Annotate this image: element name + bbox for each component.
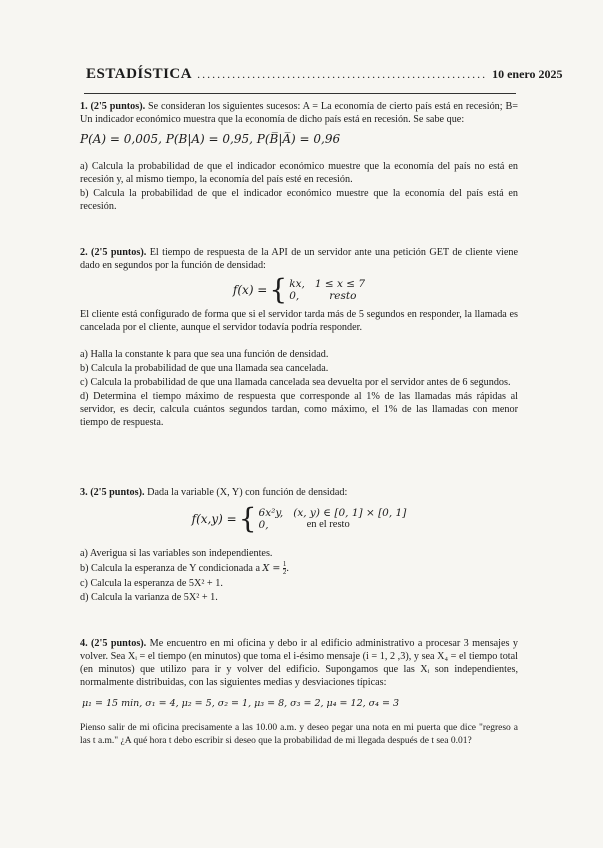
q3-part-d: d) Calcula la varianza de 5X² + 1. bbox=[80, 592, 218, 603]
q2-part-c: c) Calcula la probabilidad de que una llamada cancelada sea devuelta por el servidor antes de 6 segundos. bbox=[80, 377, 511, 388]
exam-title: ESTADÍSTICA bbox=[86, 66, 193, 82]
question-2 bbox=[80, 246, 518, 430]
q3-part-c: c) Calcula la esperanza de 5X² + 1. bbox=[80, 578, 223, 589]
q3-part-b: b) Calcula la esperanza de Y condicionada a X = $\frac{1}{2}$ . bbox=[80, 560, 289, 576]
question-3 bbox=[80, 486, 518, 605]
q1-text: Se consideran los siguientes sucesos: A = La economía de cierto país está en recesión; B= Un indicador económico muestra que la economía de dicho país está en recesión. Se sabe que: bbox=[80, 101, 518, 125]
q3-brace: { bbox=[238, 502, 257, 535]
q3-label: 3. (2'5 puntos). bbox=[80, 487, 145, 498]
q3-text: Dada la variable (X, Y) con función de densidad: bbox=[147, 487, 348, 498]
q4-label: 4. (2'5 puntos). bbox=[80, 638, 147, 649]
q1-formula: P(A) = 0,005, P(B|A) = 0,95, P(B̅|A̅) = 0,96 bbox=[80, 132, 341, 146]
q3-part-a: a) Averigua si las variables son independientes. bbox=[80, 548, 273, 559]
q4-text: Me encuentro en mi oficina y debo ir al edificio administrativo a procesar 3 mensajes y volver. Sea Xᵢ = el tiempo (en minutos) que toma el i-ésimo mensaje (i = 1, 2 ,3), y sea X₄ = el tiempo total (en minutos) que utilizo para ir y volver del edificio. Supongamos que las Xᵢ son independientes, normalmente distribuidas, con las siguientes medias y desviaciones típicas: bbox=[80, 638, 518, 688]
exam-date: 10 enero 2025 bbox=[492, 67, 563, 81]
q2-part-d: d) Determina el tiempo máximo de respuesta que corresponde al 1% de las llamadas más rápidas al servidor, es decir, calcula cuántos segundos tardan, como máximo, el 1% de las llamadas con menor tiempo de respuesta. bbox=[80, 391, 518, 428]
q3-part-b-text: b) Calcula la esperanza de Y condicionada a bbox=[80, 562, 260, 574]
q3-case1-expr: 6x²y, bbox=[258, 507, 284, 519]
question-1 bbox=[80, 100, 518, 214]
q3-frac-num: 1 bbox=[282, 560, 287, 568]
q2-density-formula bbox=[80, 273, 518, 306]
q4-text2: Pienso salir de mi oficina precisamente a las 10.00 a.m. y deseo pegar una nota en mi puerta que dice "regreso a las t a.m." ¿A qué hora t debo escribir si deseo que la probabilidad de mi llegada después de t sea 0.01? bbox=[80, 723, 518, 746]
q3-case1-cond: (x, y) ∈ [0, 1] × [0, 1] bbox=[293, 507, 407, 519]
question-4 bbox=[80, 637, 518, 748]
q2-part-b: b) Calcula la probabilidad de que una llamada sea cancelada. bbox=[80, 363, 329, 374]
q2-text: El tiempo de respuesta de la API de un servidor ante una petición GET de cliente viene dado en segundos por la función de densidad: bbox=[80, 247, 519, 271]
q3-f-lhs: f(x,y) = bbox=[191, 511, 237, 526]
q2-case1-cond: 1 ≤ x ≤ 7 bbox=[314, 278, 366, 290]
q3-case2-cond: en el resto bbox=[306, 519, 350, 530]
q3-density-formula bbox=[80, 502, 518, 535]
q3-frac-den: 2 bbox=[282, 568, 287, 576]
q2-part-a: a) Halla la constante k para que sea una función de densidad. bbox=[80, 349, 329, 360]
q2-text2: El cliente está configurado de forma que si el servidor tarda más de 5 segundos en responder, la llamada es cancelada por el cliente, aunque el servidor todavía podría responder. bbox=[80, 309, 518, 333]
q2-case2-expr: 0, bbox=[289, 290, 300, 302]
q3-case2-expr: 0, bbox=[258, 519, 269, 531]
header-rule bbox=[84, 93, 516, 94]
header-dots: .......................................................... bbox=[197, 67, 488, 81]
q4-parameters: μ₁ = 15 min, σ₁ = 4, μ₂ = 5, σ₂ = 1, μ₃ = 8, σ₃ = 2, μ₄ = 12, σ₄ = 3 bbox=[82, 698, 400, 709]
q2-f-lhs: f(x) = bbox=[232, 282, 268, 297]
q3-cases bbox=[259, 507, 407, 531]
q2-cases bbox=[289, 278, 365, 302]
q2-case1-expr: kx, bbox=[289, 278, 305, 290]
q1-label: 1. (2'5 puntos). bbox=[80, 101, 146, 112]
q2-case2-cond: resto bbox=[329, 290, 357, 302]
q3-part-b-fraction bbox=[283, 561, 287, 576]
exam-header bbox=[86, 66, 563, 83]
q1-part-a: a) Calcula la probabilidad de que el indicador económico muestre que la economía del país no está en recesión y, al mismo tiempo, la economía del país esté en recesión. bbox=[80, 161, 518, 185]
q2-brace: { bbox=[269, 273, 288, 306]
q2-label: 2. (2'5 puntos). bbox=[80, 247, 147, 258]
q1-part-b: b) Calcula la probabilidad de que el indicador económico muestre que la economía del país está en recesión. bbox=[80, 188, 518, 212]
q3-part-b-var: X = bbox=[262, 562, 281, 574]
